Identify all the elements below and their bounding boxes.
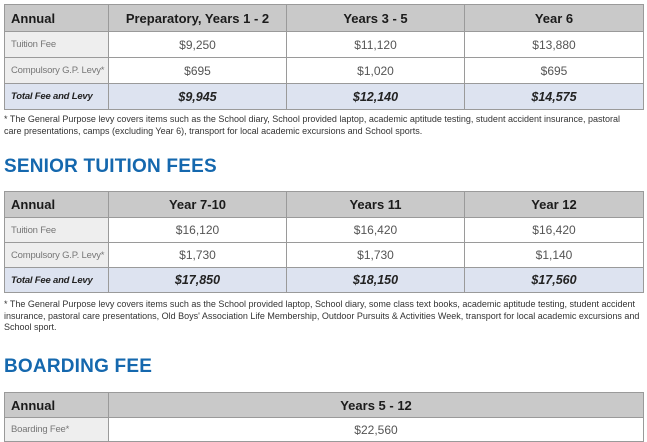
column-header: Year 6 — [465, 5, 644, 32]
column-header: Annual — [5, 5, 109, 32]
row-label: Tuition Fee — [5, 218, 109, 243]
column-header: Annual — [5, 192, 109, 218]
table-row — [5, 218, 644, 243]
cell-value: $695 — [109, 58, 287, 84]
row-label: Compulsory G.P. Levy* — [5, 243, 109, 268]
senior-fees-heading: SENIOR TUITION FEES — [4, 156, 217, 177]
table-row — [5, 418, 644, 442]
table-row — [5, 243, 644, 268]
column-header: Preparatory, Years 1 - 2 — [109, 5, 287, 32]
column-header: Year 7-10 — [109, 192, 287, 218]
cell-value: $12,140 — [287, 84, 465, 110]
cell-value: $1,730 — [287, 243, 465, 268]
cell-value: $14,575 — [465, 84, 644, 110]
row-label: Total Fee and Levy — [5, 268, 109, 293]
boarding-fee-heading: BOARDING FEE — [4, 356, 153, 377]
senior-levy-footnote: * The General Purpose levy covers items such as the School provided laptop, School diary, some class text books, academic aptitude testing, student accident insurance, pastoral care presentations, Old Boys' Association Life Membership, Outdoor Pursuits & Activities Week, transport for local academic excursions and School sport. — [4, 299, 640, 332]
cell-value: $16,420 — [465, 218, 644, 243]
column-header: Years 11 — [287, 192, 465, 218]
row-label: Total Fee and Levy — [5, 84, 109, 110]
row-label: Tuition Fee — [5, 32, 109, 58]
row-label: Compulsory G.P. Levy* — [5, 58, 109, 84]
cell-value: $695 — [465, 58, 644, 84]
junior-fees-table — [4, 4, 644, 110]
cell-value: $13,880 — [465, 32, 644, 58]
cell-value: $16,420 — [287, 218, 465, 243]
column-header: Years 3 - 5 — [287, 5, 465, 32]
cell-value: $9,945 — [109, 84, 287, 110]
cell-value: $1,730 — [109, 243, 287, 268]
row-label: Boarding Fee* — [5, 418, 109, 442]
cell-value: $11,120 — [287, 32, 465, 58]
cell-value: $18,150 — [287, 268, 465, 293]
cell-value: $9,250 — [109, 32, 287, 58]
cell-value: $22,560 — [109, 418, 644, 442]
total-row — [5, 84, 644, 110]
total-row — [5, 268, 644, 293]
cell-value: $17,560 — [465, 268, 644, 293]
boarding-fee-table — [4, 392, 644, 442]
junior-levy-footnote: * The General Purpose levy covers items such as the School diary, School provided laptop, academic aptitude testing, student accident insurance, pastoral care presentations, camps (excluding Year 6), transport for local academic excursions and School sports. — [4, 114, 621, 136]
table-row — [5, 58, 644, 84]
column-header: Years 5 - 12 — [109, 393, 644, 418]
cell-value: $1,020 — [287, 58, 465, 84]
cell-value: $17,850 — [109, 268, 287, 293]
senior-fees-table — [4, 191, 644, 293]
table-row — [5, 32, 644, 58]
cell-value: $16,120 — [109, 218, 287, 243]
column-header: Annual — [5, 393, 109, 418]
cell-value: $1,140 — [465, 243, 644, 268]
column-header: Year 12 — [465, 192, 644, 218]
